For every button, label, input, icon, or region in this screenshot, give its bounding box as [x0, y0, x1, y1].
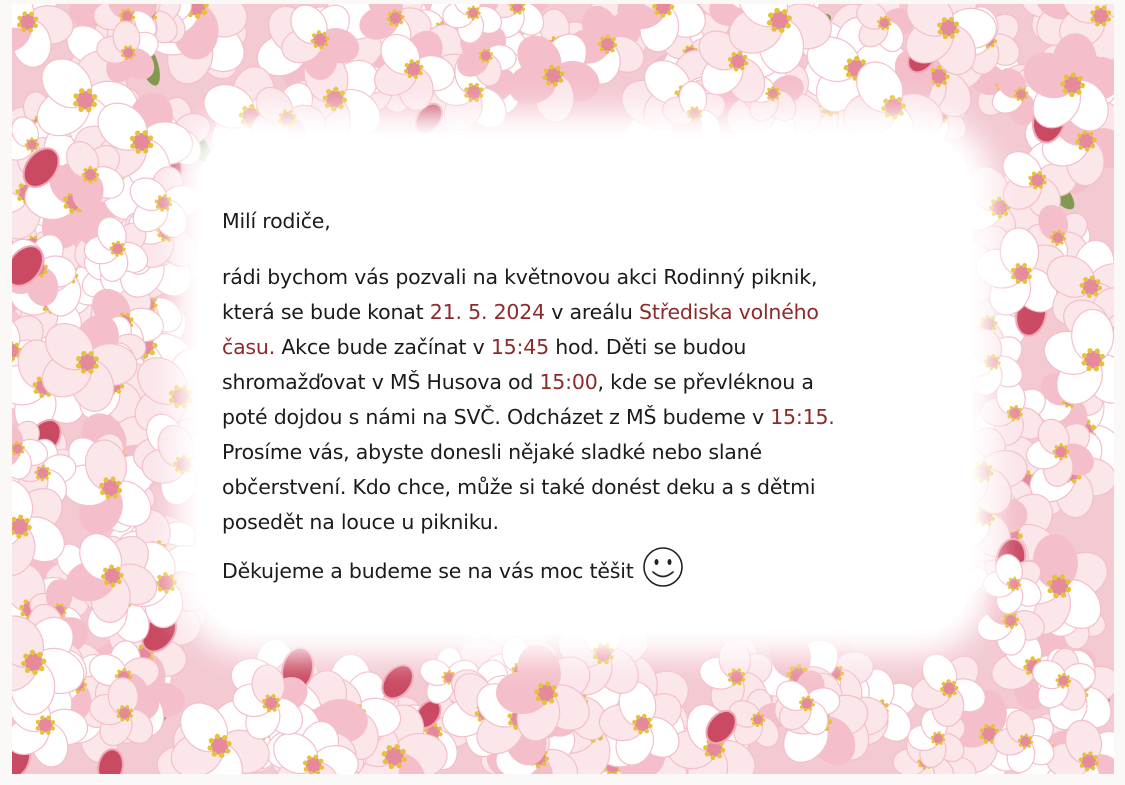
letter-line — [222, 470, 922, 505]
letter-text: hod. Děti se budou — [548, 335, 747, 359]
letter-line — [222, 260, 922, 295]
letter-text: Prosíme vás, abyste donesli nějaké sladké nebo slané — [222, 440, 762, 464]
letter-text: Akce bude začínat v — [275, 335, 491, 359]
letter-text: poté dojdou s námi na SVČ. Odcházet z MŠ budeme v — [222, 405, 771, 429]
letter-line — [222, 400, 922, 435]
letter-line — [222, 295, 922, 330]
letter-line — [222, 435, 922, 470]
letter-text: , kde se převléknou a — [597, 370, 814, 394]
letter-text: která se bude konat — [222, 300, 430, 324]
highlighted-text: 15:15. — [770, 405, 835, 429]
letter-text: posedět na louce u pikniku. — [222, 510, 499, 534]
letter-greeting: Milí rodiče, — [222, 209, 331, 233]
letter-closing-text: Děkujeme a budeme se na vás moc těšit — [222, 559, 634, 583]
smiley-face-icon — [642, 546, 684, 588]
highlighted-text: 15:45 — [490, 335, 549, 359]
highlighted-text: 21. 5. 2024 — [429, 300, 545, 324]
letter-line — [222, 330, 922, 365]
letter-text: v areálu — [544, 300, 640, 324]
highlighted-text: 15:00 — [539, 370, 598, 394]
letter-line — [222, 505, 922, 540]
letter-line — [222, 365, 922, 400]
letter-text: shromažďovat v MŠ Husova od — [222, 370, 540, 394]
letter-text: občerstvení. Kdo chce, může si také donést deku a s dětmi — [222, 475, 816, 499]
letter-closing — [222, 554, 922, 588]
invitation-letter — [222, 206, 922, 588]
highlighted-text: času. — [222, 335, 276, 359]
letter-body — [222, 260, 922, 540]
highlighted-text: Střediska volného — [639, 300, 819, 324]
letter-text: rádi bychom vás pozvali na květnovou akci Rodinný piknik, — [222, 265, 818, 289]
